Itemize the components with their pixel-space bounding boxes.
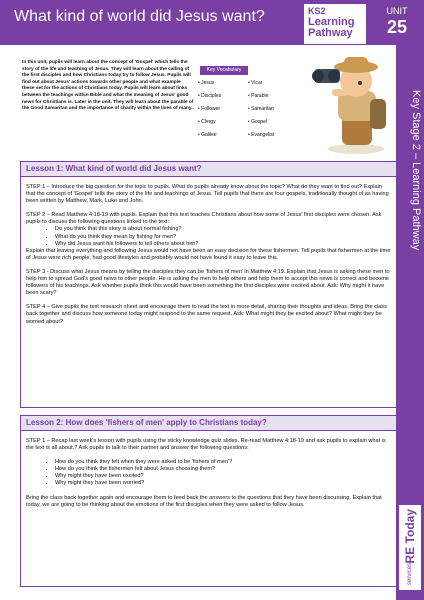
learning-label: Learning	[308, 16, 355, 28]
unit-number: 25	[386, 17, 408, 37]
pathway-label: Pathway	[308, 27, 353, 39]
intro-text: In this unit, pupils will learn about the concept of 'Gospel' which tells the story of the life and teaching of Jesus. They will learn about the calling of the first disciples and how Christians today try to follow Jesus. Pupils will find out about Jesus' actions towards other people and what example these set for the actions of Christians today. Pupils will learn about links between the teachings within Bible and what the meaning of Jesus' good news for Christians is. Later in the unit. They will learn about the parable of the Good Samaritan and the importance of charity within the lives of many..	[22, 60, 194, 112]
list-item: • Why might they have been worried?	[55, 480, 396, 487]
vocab-item: • Evangelist	[248, 132, 275, 138]
lesson-1-step-1: STEP 1 – Introduce the big question for the topic to pupils. What do pupils already know about the topic? What do they want to find out? Explain that the concept of 'Gospel' tells the story of the life and teachings of Jesus. Tell pupils that there are four gospels, traditionally thought of as having been written by Matthew, Mark, Luke and John.	[26, 184, 389, 205]
list-item: • Do you think that this story is about normal fishing?	[55, 226, 396, 233]
lesson-1-box	[20, 161, 397, 408]
learning-pathway-badge	[304, 4, 366, 44]
vocab-item: • Vicar	[248, 80, 263, 86]
list-item: • Why did Jesus want his followers to tell others about him?	[55, 241, 396, 248]
lesson-2-box	[20, 415, 397, 587]
lesson-1-step-4: STEP 4 – Give pupils the text research sheet and encourage them to read the text in more detail, sharing their thoughts and ideas. Bring the class back together and discuss how someone today might respond to the same request. Ask: What might they be excited about? What might they be worried about?	[26, 304, 387, 325]
page-title: What kind of world did Jesus want?	[14, 8, 265, 25]
list-item: • How do you think they felt when they were asked to be 'fishers of men'?	[55, 459, 396, 466]
lesson-2-heading: Lesson 2: How does 'fishers of men' apply to Christians today?	[21, 416, 396, 431]
unit-badge	[370, 4, 424, 44]
unit-label: UNIT	[386, 6, 408, 16]
explorer-character-illustration	[286, 49, 394, 155]
lesson-1-step-3: STEP 3 - Discuss what Jesus means by telling the disciples they can be 'fishers of men' in Matthew 4:19. Explain that Jesus is asking these men to help him to spread God's good news to other people. He is asking the men to help others and help them to accept this news is correct and become followers of his teachings. Ask whether pupils think this would have been something the first disciples were excited about. Ask: Why might it have been scary?	[26, 268, 390, 297]
ks2-label: KS2	[308, 6, 326, 16]
list-item: • How do you think the fishermen felt about Jesus choosing them?	[55, 466, 396, 473]
lesson-2-questions	[21, 459, 396, 487]
vocab-item: • Follower	[198, 106, 221, 112]
lesson-1-step-2-questions	[21, 226, 396, 247]
list-item: • Why might they have been excited?	[55, 473, 396, 480]
re-today-logo-sub: services	[407, 563, 413, 586]
lesson-2-closing: Bring the class back together again and encourage them to feed back the answers to the questions that they have been discussing. Explain that today, we are going to be thinking about the emotions of the first disciples when they were asked to follow Jesus.	[26, 494, 382, 508]
vocab-item: • Jesus	[198, 80, 215, 86]
lesson-1-step-2-explanation: Explain that leaving everything and following Jesus would not have been an easy decision for these fishermen. Tell pupils that fishermen at the time of Jesus were rich people, had good lifestyles and probably would not have found it easy to leave this.	[26, 247, 391, 261]
vocab-item: • Parable	[248, 93, 269, 99]
key-stage-label: Key Stage 2 – Learning Pathway	[410, 90, 422, 251]
vocab-item: • Disciples	[198, 93, 222, 99]
vocab-item: • Samaritan	[248, 106, 274, 112]
key-vocabulary-title: Key Vocabulary	[200, 66, 248, 75]
re-today-logo-text: RE Today	[403, 509, 417, 564]
list-item: • What do you think they mean by fishing for men?	[55, 234, 396, 241]
lesson-2-step-1: STEP 1 – Recap last week's lesson with pupils using the sticky knowledge quiz slides. Re-read Matthew 4:18-19 and ask pupils to explain what is the text is all about.? Ask pupils to talk to their partner and answer the following questions:	[26, 438, 386, 452]
re-today-logo	[399, 505, 421, 590]
vocab-item: • Galilee	[198, 132, 217, 138]
vocab-item: • Gospel	[248, 119, 267, 125]
vocab-item: • Clergy	[198, 119, 216, 125]
lesson-1-heading: Lesson 1: What kind of world did Jesus want?	[21, 162, 396, 177]
lesson-1-step-2: STEP 2 – Read Matthew 4:18-19 with pupils. Explain that this text teaches Christians about how some of Jesus' first disciples were chosen. Ask pupils to discuss the following questions linked to the text:	[26, 212, 382, 226]
